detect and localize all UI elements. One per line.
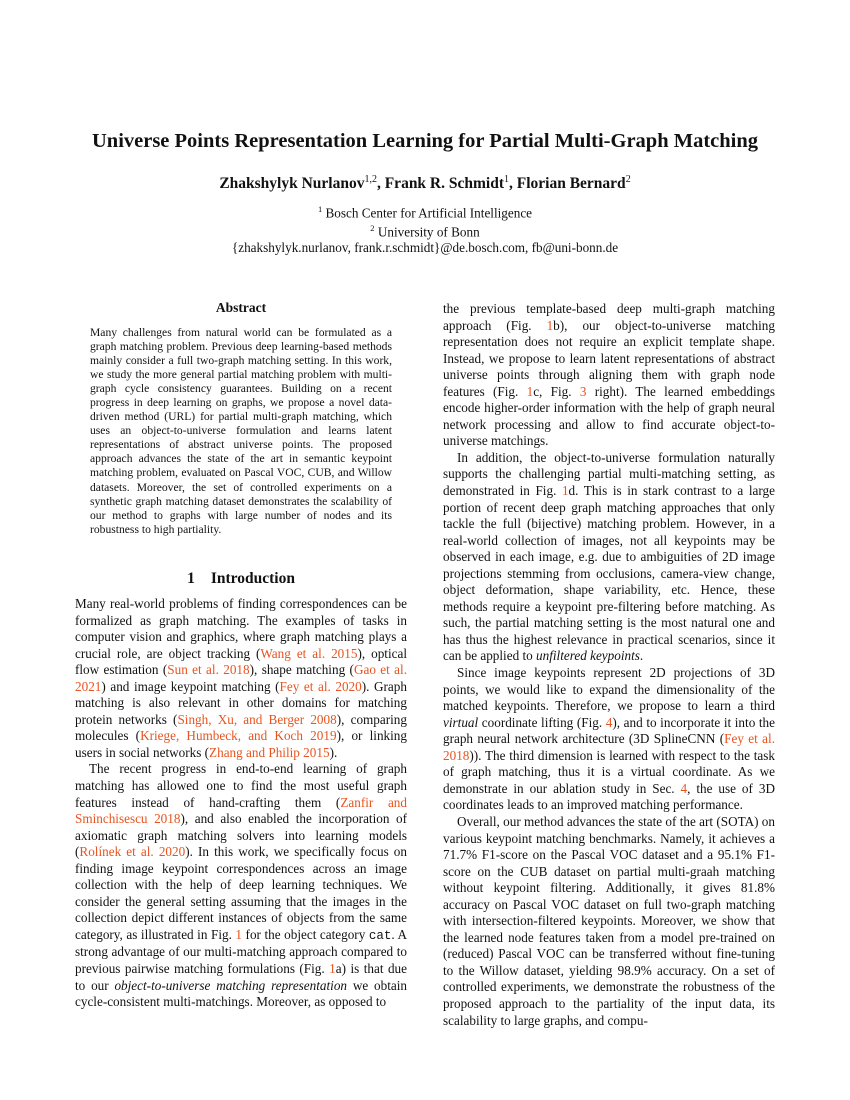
text-run: ) and image keypoint matching ( — [101, 678, 280, 694]
author-name: Frank R. Schmidt — [384, 175, 504, 193]
figure-ref-link[interactable]: 1 — [546, 317, 554, 333]
emphasis-text: object-to-universe matching representation — [114, 977, 348, 993]
text-run: , the use of 3D coordinates leads to an improved matching performance. — [443, 780, 775, 813]
section-heading — [75, 570, 407, 588]
affiliation-mark: 1 — [317, 204, 323, 214]
text-run: Overall, our method advances the state of the art (SOTA) on various keypoint matching benchmarks. Namely, it achieves a 71.7% F1-score on the Pascal VOC dataset and a 95.1% F1-score on the CUB dataset on partial multi-graah matching without keypoint filtering. Additionally, it gives 81.8% accuracy on Pascal VOC dataset on full two-graph matching with intersection-filtered keypoints. Moreover, we show that the learned node features taken from a model pre-trained on (reduced) Pascal VOC can be transferred without fine-tuning to the Willow dataset, yielding 98.9% accuracy. On a set of controlled experiments, we demonstrate the robustness of the proposed approach to the partiality of the input data, its scalability to large graphs, and compu- — [443, 813, 775, 1028]
section-number: 1 — [187, 570, 195, 587]
text-run: ), shape matching ( — [249, 662, 354, 678]
affiliation-line — [0, 221, 850, 240]
text-run: ). In this work, we specifically focus on finding image keypoint correspondences across an image collection with the help of deep learning techniques. We consider the general setting assuming that the images in the collection depict different instances of objects from the same category, as illustrated in Fig. — [75, 844, 407, 942]
text-run: ), and to incorporate it into the graph neural network architecture (3D SplineCNN ( — [443, 714, 775, 747]
text-run: ), comparing molecules ( — [75, 711, 407, 744]
text-run: c, Fig. — [533, 383, 580, 399]
paper-title: Universe Points Representation Learning for Partial Multi-Graph Matching — [91, 130, 758, 152]
citation-link[interactable]: Fey et al. 2018 — [443, 731, 775, 763]
citation-link[interactable]: Kriege, Humbeck, and Koch 2019 — [140, 728, 337, 744]
emphasis-text: unfiltered keypoints — [536, 648, 640, 664]
intro-left-column — [75, 596, 407, 1011]
citation-link[interactable]: Wang et al. 2015 — [260, 645, 358, 661]
affiliation-text: Bosch Center for Artificial Intelligence — [322, 205, 533, 221]
text-run: ). — [329, 744, 338, 760]
figure-ref-link[interactable]: 1 — [526, 383, 534, 399]
code-text: cat — [368, 928, 392, 943]
author-separator: , — [509, 175, 517, 193]
affiliations — [0, 202, 850, 255]
author-name: Zhakshylyk Nurlanov — [219, 175, 365, 193]
figure-ref-link[interactable]: 4 — [680, 780, 688, 796]
text-run: coordinate lifting (Fig. — [478, 714, 606, 730]
abstract-heading: Abstract — [215, 300, 267, 315]
affiliation-line — [0, 202, 850, 221]
text-run: The recent progress in end-to-end learning of graph matching has allowed one to find the most useful graph features instead of hand-crafting them ( — [75, 761, 407, 810]
abstract-text: Many challenges from natural world can be formulated as a graph matching problem. Previous deep learning-based methods mainly consider a full two-graph matching setting. In this work, we study the more general partial matching problem with multi-graph cycle consistency guarantees. Building on a recent progress in deep learning on graphs, we propose a novel data-driven method (URL) for partial multi-graph matching, which uses an object-to-universe formulation and learns latent representations of abstract universe points. The proposed approach advances the state of the art in semantic keypoint matching problem, evaluated on Pascal VOC, CUB, and Willow datasets. Moreover, the set of controlled experiments on a synthetic graph matching dataset demonstrates the scalability of our method to graphs with large number of nodes and its robustness to high partiality. — [90, 326, 392, 536]
text-run: . — [639, 648, 644, 664]
affiliation-text: University of Bonn — [374, 224, 480, 240]
citation-link[interactable]: Sun et al. 2018 — [167, 662, 250, 678]
intro-paragraph — [443, 301, 775, 450]
figure-ref-link[interactable]: 4 — [605, 714, 613, 730]
author-affiliation-mark: 1,2 — [364, 174, 377, 185]
author-affiliation-mark: 2 — [625, 174, 631, 185]
citation-link[interactable]: Singh, Xu, and Berger 2008 — [177, 711, 337, 727]
text-run: ), optical flow estimation ( — [75, 645, 408, 678]
text-run: right). The learned embeddings encode higher-order information with the help of graph neural network processing and allow to find accurate object-to-universe matchings. — [443, 383, 775, 449]
citation-link[interactable]: Zhang and Philip 2015 — [209, 744, 330, 760]
text-run: )). The third dimension is learned with respect to the task of graph matching, thus it is a virtual coordinate. As we demonstrate in our ablation study in Sec. — [443, 747, 775, 796]
intro-paragraph — [443, 665, 775, 814]
emphasis-text: virtual — [443, 714, 479, 730]
text-run: for the object category — [242, 926, 369, 942]
intro-paragraph — [75, 596, 407, 761]
figure-ref-link[interactable]: 3 — [579, 383, 587, 399]
text-run: ), or linking users in social networks ( — [75, 728, 407, 760]
text-run: a) is that due to our — [75, 961, 407, 993]
text-run: . A strong advantage of our multi-matching approach compared to previous pairwise matching formulations (Fig. — [75, 926, 407, 977]
text-run: the previous template-based deep multi-graph matching approach (Fig. — [443, 301, 775, 333]
author-emails: {zhakshylyk.nurlanov, frank.r.schmidt}@de.bosch.com, fb@uni-bonn.de — [231, 239, 619, 255]
text-run: In addition, the object-to-universe formulation naturally supports the challenging partial multi-matching setting, as demonstrated in Fig. — [443, 449, 775, 499]
text-run: b), our object-to-universe matching representation does not require an explicit template shape. Instead, we propose to learn latent representations of abstract universe points through aligning them with graph node features (Fig. — [443, 317, 775, 399]
citation-link[interactable]: Rolínek et al. 2020 — [79, 844, 186, 860]
author-separator: , — [376, 175, 385, 193]
text-run: Since image keypoints represent 2D projections of 3D points, we would like to expand the dimensionality of the matched keypoints. Therefore, we propose to learn a third — [443, 665, 775, 714]
text-run: d. This is in stark contrast to a large portion of recent deep graph matching approaches that only tackle the full (bijective) matching problem. However, in a real-world collection of images, not all keypoints may be observed in each image, e.g. due to ambiguities of 2D image projections stemming from occlusions, camera-view change, object deformation, shape variability, etc. Hence, these methods require a keypoint pre-filtering before matching. As such, the partial matching setting is the most natural one and has thus the highest relevance in practical scenarios, since it can be applied to — [443, 483, 775, 664]
intro-paragraph — [75, 761, 407, 1010]
figure-ref-link[interactable]: 1 — [329, 961, 336, 977]
text-run: Many real-world problems of finding correspondences can be formalized as graph matching. The examples of tasks in computer vision and graphics, where graph matching plays a crucial role, are object tracking ( — [75, 596, 407, 661]
figure-ref-link[interactable]: 1 — [235, 926, 243, 942]
text-run: we obtain cycle-consistent multi-matchings. Moreover, as opposed to — [75, 977, 407, 1010]
author-affiliation-mark: 1 — [504, 174, 509, 185]
author-name: Florian Bernard — [516, 175, 626, 193]
affiliation-mark: 2 — [370, 222, 375, 233]
text-run: ), and also enabled the incorporation of axiomatic graph matching solvers into learning models ( — [75, 811, 407, 860]
intro-paragraph — [443, 450, 775, 665]
text-run: ). Graph matching is also relevant in other domains for matching protein networks ( — [75, 678, 407, 727]
intro-paragraph — [443, 814, 775, 1029]
section-title: Introduction — [210, 570, 295, 587]
intro-right-column — [443, 301, 775, 1029]
author-list — [0, 174, 850, 193]
figure-ref-link[interactable]: 1 — [561, 483, 569, 499]
citation-link[interactable]: Gao et al. 2021 — [75, 662, 407, 694]
citation-link[interactable]: Zanfir and Sminchisescu 2018 — [75, 794, 407, 827]
citation-link[interactable]: Fey et al. 2020 — [279, 678, 362, 694]
